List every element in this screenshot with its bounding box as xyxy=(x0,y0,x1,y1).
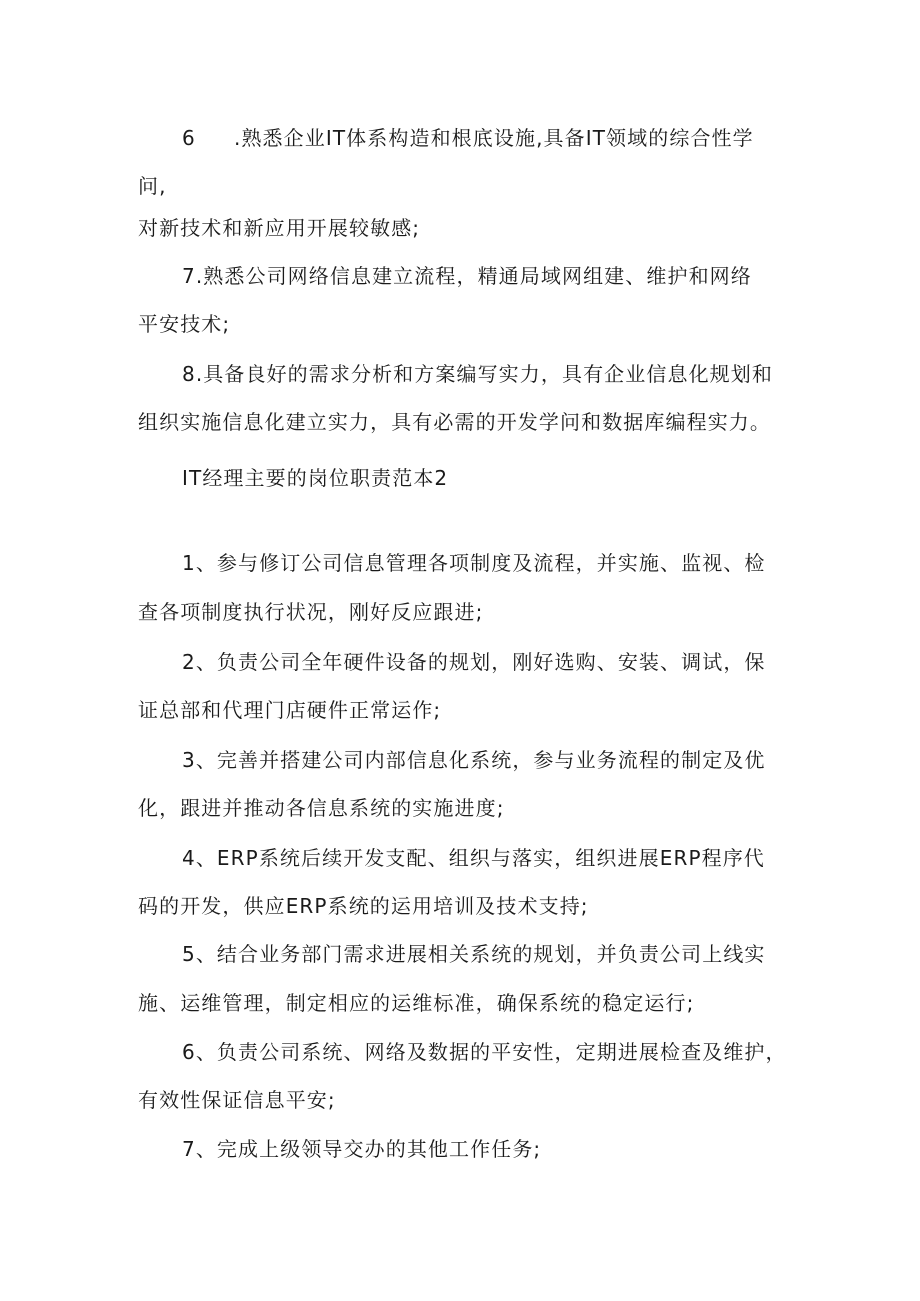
item8-line1: 8.具备良好的需求分析和方案编写实力，具有企业信息化规划和 xyxy=(182,362,773,386)
item6-line1 xyxy=(182,126,754,150)
item6-text: .熟悉企业IT体系构造和根底设施,具备IT领域的综合性学 xyxy=(234,126,754,150)
duty5-line2: 施、运维管理，制定相应的运维标准，确保系统的稳定运行; xyxy=(138,991,695,1015)
duty1-line1: 1、参与修订公司信息管理各项制度及流程，并实施、监视、检 xyxy=(182,551,766,575)
item7-line1: 7.熟悉公司网络信息建立流程，精通局域网组建、维护和网络 xyxy=(182,264,752,288)
duty6-line2: 有效性保证信息平安; xyxy=(138,1088,336,1112)
duty3-line2: 化，跟进并推动各信息系统的实施进度; xyxy=(138,796,505,820)
duty2-line2: 证总部和代理门店硬件正常运作; xyxy=(138,698,442,722)
duty5-line1: 5、结合业务部门需求进展相关系统的规划，并负责公司上线实 xyxy=(182,942,766,966)
item8-line2: 组织实施信息化建立实力，具有必需的开发学问和数据库编程实力。 xyxy=(138,410,771,434)
section-heading: IT经理主要的岗位职责范本2 xyxy=(182,466,449,490)
duty1-line2: 查各项制度执行状况，刚好反应跟进; xyxy=(138,600,484,624)
item6-number: 6 xyxy=(182,126,196,150)
item6-line3: 对新技术和新应用开展较敏感; xyxy=(138,216,421,240)
duty7-line1: 7、完成上级领导交办的其他工作任务; xyxy=(182,1137,542,1161)
duty2-line1: 2、负责公司全年硬件设备的规划，刚好选购、安装、调试，保 xyxy=(182,650,766,674)
duty6-line1: 6、负责公司系统、网络及数据的平安性，定期进展检查及维护， xyxy=(182,1040,787,1064)
duty4-line1: 4、ERP系统后续开发支配、组织与落实，组织进展ERP程序代 xyxy=(182,846,765,870)
item6-line2: 问, xyxy=(138,174,167,198)
duty4-line2: 码的开发，供应ERP系统的运用培训及技术支持; xyxy=(138,894,589,918)
item7-line2: 平安技术; xyxy=(138,312,231,336)
duty3-line1: 3、完善并搭建公司内部信息化系统，参与业务流程的制定及优 xyxy=(182,748,766,772)
